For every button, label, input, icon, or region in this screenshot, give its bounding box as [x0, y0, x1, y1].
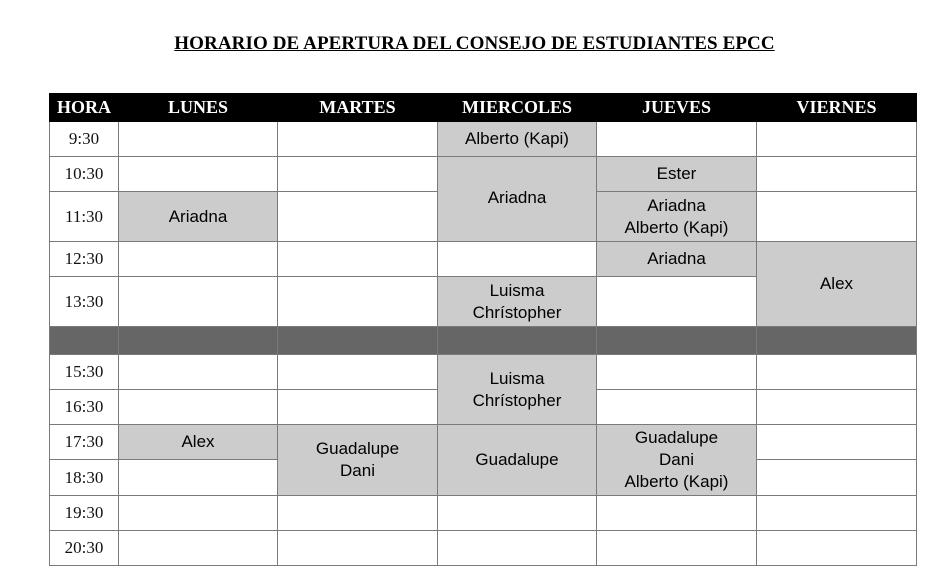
- empty-cell: [278, 157, 438, 192]
- person-name: Alex: [819, 274, 854, 293]
- shift-cell: [438, 277, 597, 327]
- person-name: Guadalupe: [634, 428, 719, 447]
- person-name: Chrístopher: [472, 390, 562, 410]
- empty-cell: [119, 122, 278, 157]
- break-cell: [50, 327, 119, 355]
- empty-cell: [119, 460, 278, 496]
- break-cell: [438, 327, 597, 355]
- table-row: [50, 157, 917, 192]
- hour-cell: 9:30: [50, 122, 119, 157]
- shift-cell: [438, 157, 597, 242]
- break-cell: [278, 327, 438, 355]
- hour-cell: 11:30: [50, 192, 119, 242]
- empty-cell: [119, 390, 278, 425]
- hour-cell: 17:30: [50, 425, 119, 460]
- table-row: [50, 496, 917, 531]
- empty-cell: [757, 425, 917, 460]
- empty-cell: [757, 192, 917, 242]
- person-name: Dani: [340, 461, 375, 480]
- shift-cell: [597, 242, 757, 277]
- empty-cell: [757, 122, 917, 157]
- empty-cell: [278, 122, 438, 157]
- empty-cell: [597, 355, 757, 390]
- empty-cell: [597, 496, 757, 531]
- empty-cell: [278, 277, 438, 327]
- empty-cell: [757, 355, 917, 390]
- shift-cell: [438, 122, 597, 157]
- person-name: Ariadna: [647, 195, 706, 215]
- person-name: Ariadna: [487, 188, 547, 207]
- shift-cell: [757, 242, 917, 327]
- table-row: [50, 122, 917, 157]
- person-name: Alex: [181, 432, 215, 451]
- person-name: Guadalupe: [315, 439, 400, 458]
- table-row: [50, 531, 917, 566]
- empty-cell: [119, 496, 278, 531]
- person-name: Ariadna: [647, 249, 706, 268]
- empty-cell: [597, 531, 757, 566]
- page-title: HORARIO DE APERTURA DEL CONSEJO DE ESTUDIANTES EPCC: [174, 33, 775, 54]
- schedule-table: [49, 93, 917, 566]
- empty-cell: [119, 531, 278, 566]
- shift-cell: [438, 355, 597, 425]
- header-hour: HORA: [50, 94, 119, 122]
- person-name: Guadalupe: [475, 450, 559, 469]
- shift-cell: [119, 425, 278, 460]
- shift-cell: [119, 192, 278, 242]
- empty-cell: [438, 496, 597, 531]
- empty-cell: [757, 531, 917, 566]
- hour-cell: 18:30: [50, 460, 119, 496]
- header-tuesday: MARTES: [278, 94, 438, 122]
- header-monday: LUNES: [119, 94, 278, 122]
- hour-cell: 10:30: [50, 157, 119, 192]
- shift-cell: [278, 425, 438, 496]
- header-row: [50, 94, 917, 122]
- empty-cell: [278, 192, 438, 242]
- hour-cell: 19:30: [50, 496, 119, 531]
- person-name: Chrístopher: [472, 302, 562, 322]
- empty-cell: [597, 122, 757, 157]
- empty-cell: [278, 496, 438, 531]
- hour-cell: 15:30: [50, 355, 119, 390]
- break-row: [50, 327, 917, 355]
- header-wednesday: MIERCOLES: [438, 94, 597, 122]
- break-cell: [119, 327, 278, 355]
- break-cell: [597, 327, 757, 355]
- table-row: [50, 425, 917, 460]
- empty-cell: [597, 390, 757, 425]
- shift-cell: [597, 425, 757, 496]
- table-row: [50, 355, 917, 390]
- empty-cell: [438, 531, 597, 566]
- empty-cell: [757, 496, 917, 531]
- empty-cell: [119, 355, 278, 390]
- empty-cell: [119, 157, 278, 192]
- person-name: Alberto (Kapi): [465, 129, 569, 148]
- person-name: Luisma: [489, 280, 545, 300]
- person-name: Alberto (Kapi): [624, 217, 729, 237]
- person-name: Ester: [656, 164, 697, 183]
- hour-cell: 12:30: [50, 242, 119, 277]
- hour-cell: 20:30: [50, 531, 119, 566]
- header-thursday: JUEVES: [597, 94, 757, 122]
- empty-cell: [757, 390, 917, 425]
- empty-cell: [278, 390, 438, 425]
- break-cell: [757, 327, 917, 355]
- empty-cell: [119, 242, 278, 277]
- empty-cell: [438, 242, 597, 277]
- shift-cell: [438, 425, 597, 496]
- person-name: Alberto (Kapi): [624, 472, 729, 491]
- person-name: Ariadna: [168, 206, 228, 226]
- empty-cell: [119, 277, 278, 327]
- hour-cell: 16:30: [50, 390, 119, 425]
- empty-cell: [757, 460, 917, 496]
- table-row: [50, 242, 917, 277]
- empty-cell: [278, 242, 438, 277]
- empty-cell: [757, 157, 917, 192]
- shift-cell: [597, 157, 757, 192]
- hour-cell: 13:30: [50, 277, 119, 327]
- empty-cell: [597, 277, 757, 327]
- shift-cell: [597, 192, 757, 242]
- empty-cell: [278, 531, 438, 566]
- person-name: Luisma: [489, 368, 545, 388]
- person-name: Dani: [659, 450, 694, 469]
- empty-cell: [278, 355, 438, 390]
- header-friday: VIERNES: [757, 94, 917, 122]
